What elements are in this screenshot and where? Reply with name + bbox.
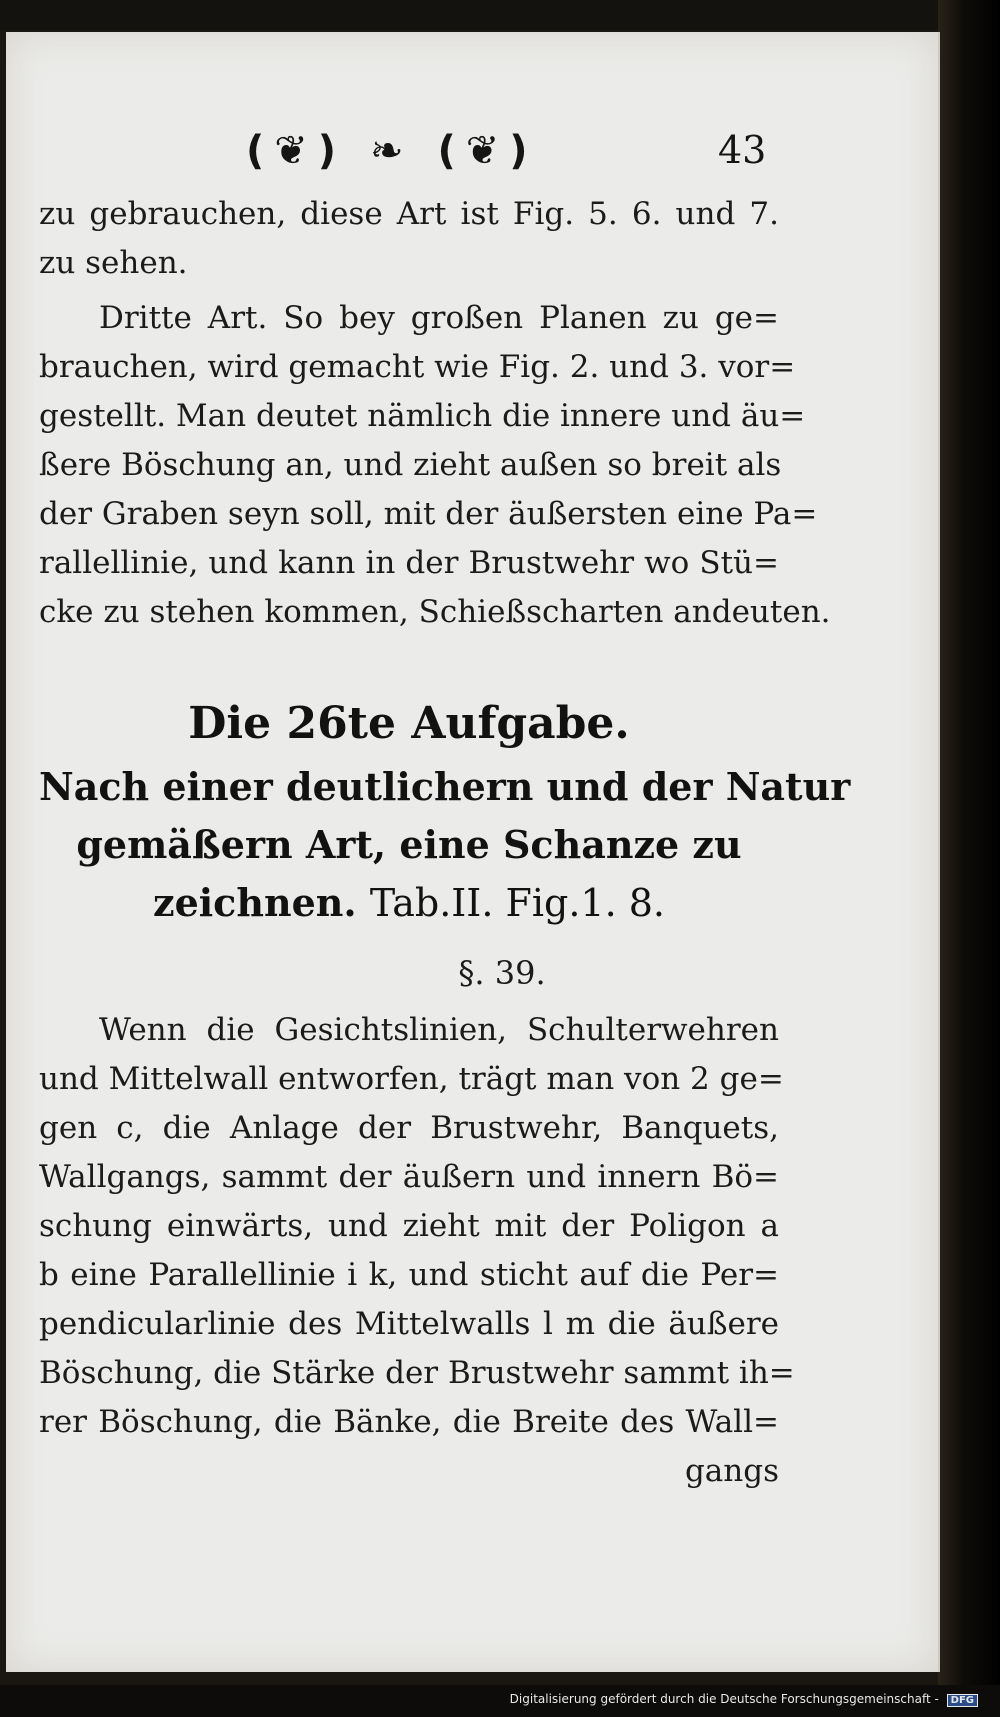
text-line: brauchen, wird gemacht wie Fig. 2. und 3. vor= (39, 349, 796, 385)
text-line: rer Böschung, die Bänke, die Breite des Wall= (39, 1404, 779, 1440)
paragraph-3 (39, 1006, 795, 1496)
catchword: gangs (684, 1453, 779, 1489)
subtitle-bold-word: zeichnen. (152, 880, 357, 925)
page-header (6, 122, 938, 182)
scan-border-right (938, 0, 1000, 1717)
text-line: Wallgangs, sammt der äußern und innern Bö= (39, 1159, 779, 1195)
text-line: ßere Böschung an, und zieht außen so breit als (39, 447, 782, 483)
text-line: gen c, die Anlage der Brustwehr, Banquets, (39, 1110, 779, 1146)
text-line: und Mittelwall entworfen, trägt man von 2 ge= (39, 1061, 784, 1097)
text-line: Wenn die Gesichtslinien, Schulterwehren (99, 1012, 779, 1048)
footer-credit (510, 1692, 978, 1707)
text-line: zu sehen. (39, 245, 188, 281)
text-line: der Graben seyn soll, mit der äußersten eine Pa= (39, 496, 818, 532)
book-page (6, 32, 940, 1672)
figure-reference: Tab.II. Fig.1. 8. (369, 881, 665, 925)
dfg-logo: DFG (947, 1694, 978, 1707)
problem-subtitle-line: gemäßern Art, eine Schanze zu (76, 822, 742, 867)
digitization-footer (0, 1685, 1000, 1717)
text-line: gestellt. Man deutet nämlich die innere und äu= (39, 398, 806, 434)
text-line: b eine Parallellinie i k, und sticht auf die Per= (39, 1257, 779, 1293)
paragraph-1 (39, 190, 779, 288)
scan-border-top (0, 0, 1000, 30)
problem-subtitle-line (39, 874, 779, 932)
problem-subtitle-line: Nach einer deutlichern und der Natur (39, 764, 851, 809)
paragraph-2 (39, 294, 831, 637)
text-line: Dritte Art. So bey großen Planen zu ge= (99, 300, 779, 336)
text-line: Böschung, die Stärke der Brustwehr sammt ih= (39, 1355, 795, 1391)
text-line: schung einwärts, und zieht mit der Poligon a (39, 1208, 779, 1244)
text-line: cke zu stehen kommen, Schießscharten andeuten. (39, 594, 831, 630)
problem-title: Die 26te Aufgabe. (188, 698, 630, 749)
problem-heading (39, 694, 851, 932)
section-number: §. 39. (458, 954, 546, 992)
footer-credit-text: Digitalisierung gefördert durch die Deutsche Forschungsgemeinschaft - (509, 1692, 939, 1706)
text-line: rallellinie, und kann in der Brustwehr wo Stü= (39, 545, 779, 581)
page-number: 43 (718, 128, 767, 172)
text-line: zu gebrauchen, diese Art ist Fig. 5. 6. und 7. (39, 196, 779, 232)
text-line: pendicularlinie des Mittelwalls l m die äußere (39, 1306, 779, 1342)
header-ornament: (❦) ❧ (❦) (246, 128, 538, 174)
